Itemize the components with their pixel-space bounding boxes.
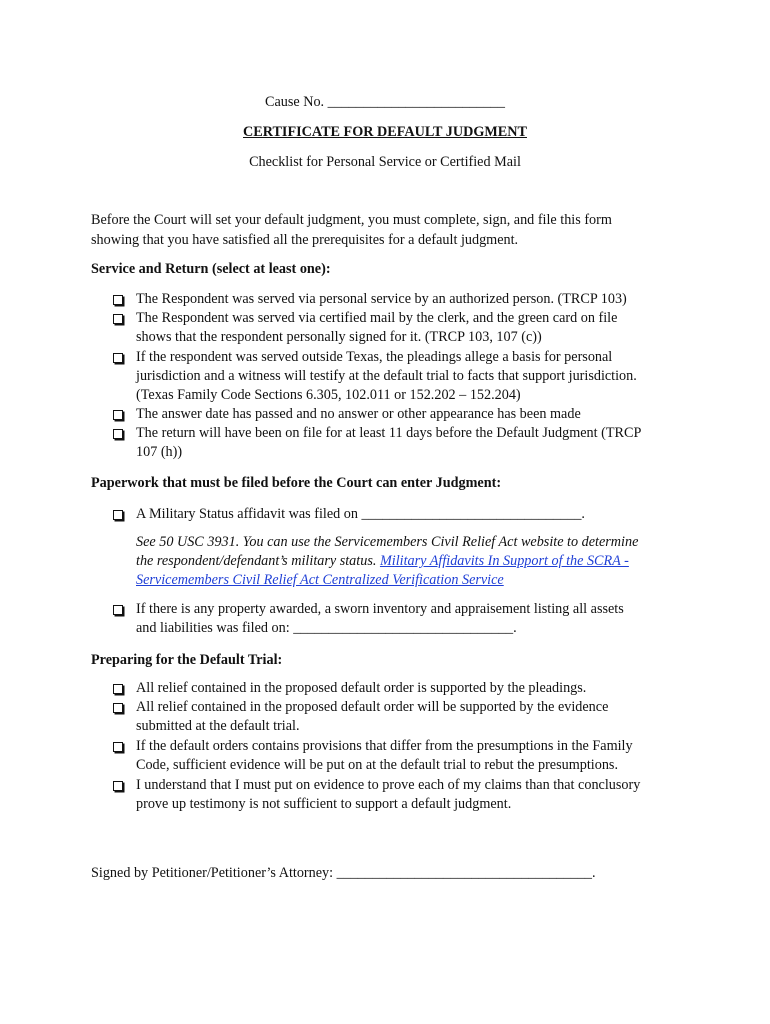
service-checkbox-outside-texas[interactable] [113, 353, 123, 363]
paperwork-heading: Paperwork that must be filed before the Court can enter Judgment: [91, 475, 502, 491]
trial-item-pleadings: All relief contained in the proposed default order is supported by the pleadings. [136, 680, 587, 696]
service-item-outside-texas-cont: jurisdiction and a witness will testify at the default trial to facts that support jurisdiction. [136, 368, 637, 384]
cause-number: Cause No. _________________________ [265, 94, 505, 110]
service-heading: Service and Return (select at least one): [91, 261, 331, 277]
intro-line-1: Before the Court will set your default judgment, you must complete, sign, and file this form [91, 212, 612, 228]
service-item-outside-texas-cont-2: (Texas Family Code Sections 6.305, 102.011 or 152.202 – 152.204) [136, 387, 521, 403]
trial-checkbox-evidence[interactable] [113, 703, 123, 713]
service-checkbox-return-on-file[interactable] [113, 429, 123, 439]
service-item-certified-mail: The Respondent was served via certified mail by the clerk, and the green card on file [136, 310, 618, 326]
scra-note-line-3 [136, 571, 504, 591]
military-affidavit-item: A Military Status affidavit was filed on _______________________________. [136, 506, 585, 522]
service-item-answer-date: The answer date has passed and no answer or other appearance has been made [136, 406, 581, 422]
inventory-item-cont: and liabilities was filed on: _______________________________. [136, 620, 517, 636]
trial-checkbox-presumptions[interactable] [113, 742, 123, 752]
trial-checkbox-evidence-understanding[interactable] [113, 781, 123, 791]
inventory-item: If there is any property awarded, a sworn inventory and appraisement listing all assets [136, 601, 624, 617]
scra-note-text: the respondent/defendant’s military status. [136, 553, 380, 569]
service-item-return-on-file-cont: 107 (h)) [136, 444, 183, 460]
scra-link-continued[interactable]: Servicemembers Civil Relief Act Centralized Verification Service [136, 572, 504, 588]
service-item-return-on-file: The return will have been on file for at least 11 days before the Default Judgment (TRCP [136, 425, 642, 441]
trial-item-presumptions-cont: Code, sufficient evidence will be put on at the default trial to rebut the presumptions. [136, 757, 618, 773]
intro-line-2: showing that you have satisfied all the prerequisites for a default judgment. [91, 232, 519, 248]
document-subtitle: Checklist for Personal Service or Certified Mail [249, 154, 521, 170]
service-checkbox-personal[interactable] [113, 295, 123, 305]
service-item-certified-mail-cont: shows that the respondent personally signed for it. (TRCP 103, 107 (c)) [136, 329, 542, 345]
scra-link[interactable]: Military Affidavits In Support of the SCRA - [379, 553, 629, 569]
trial-item-presumptions: If the default orders contains provisions that differ from the presumptions in the Family [136, 738, 633, 754]
trial-item-evidence: All relief contained in the proposed default order will be supported by the evidence [136, 699, 609, 715]
trial-item-evidence-understanding: I understand that I must put on evidence to prove each of my claims than that conclusory [136, 777, 641, 793]
service-item-personal: The Respondent was served via personal service by an authorized person. (TRCP 103) [136, 291, 627, 307]
trial-heading: Preparing for the Default Trial: [91, 652, 283, 668]
service-item-outside-texas: If the respondent was served outside Texas, the pleadings allege a basis for personal [136, 349, 613, 365]
signature-line[interactable]: Signed by Petitioner/Petitioner’s Attorney: ____________________________________. [91, 865, 596, 881]
military-affidavit-checkbox[interactable] [113, 510, 123, 520]
service-checkbox-certified-mail[interactable] [113, 314, 123, 324]
scra-note-line-2 [136, 552, 629, 572]
trial-checkbox-pleadings[interactable] [113, 684, 123, 694]
trial-item-evidence-understanding-cont: prove up testimony is not sufficient to support a default judgment. [136, 796, 512, 812]
scra-note-line-1: See 50 USC 3931. You can use the Servicemembers Civil Relief Act website to determine [136, 534, 639, 550]
service-checkbox-answer-date[interactable] [113, 410, 123, 420]
trial-item-evidence-cont: submitted at the default trial. [136, 718, 300, 734]
inventory-checkbox[interactable] [113, 605, 123, 615]
document-title: CERTIFICATE FOR DEFAULT JUDGMENT [243, 124, 527, 140]
